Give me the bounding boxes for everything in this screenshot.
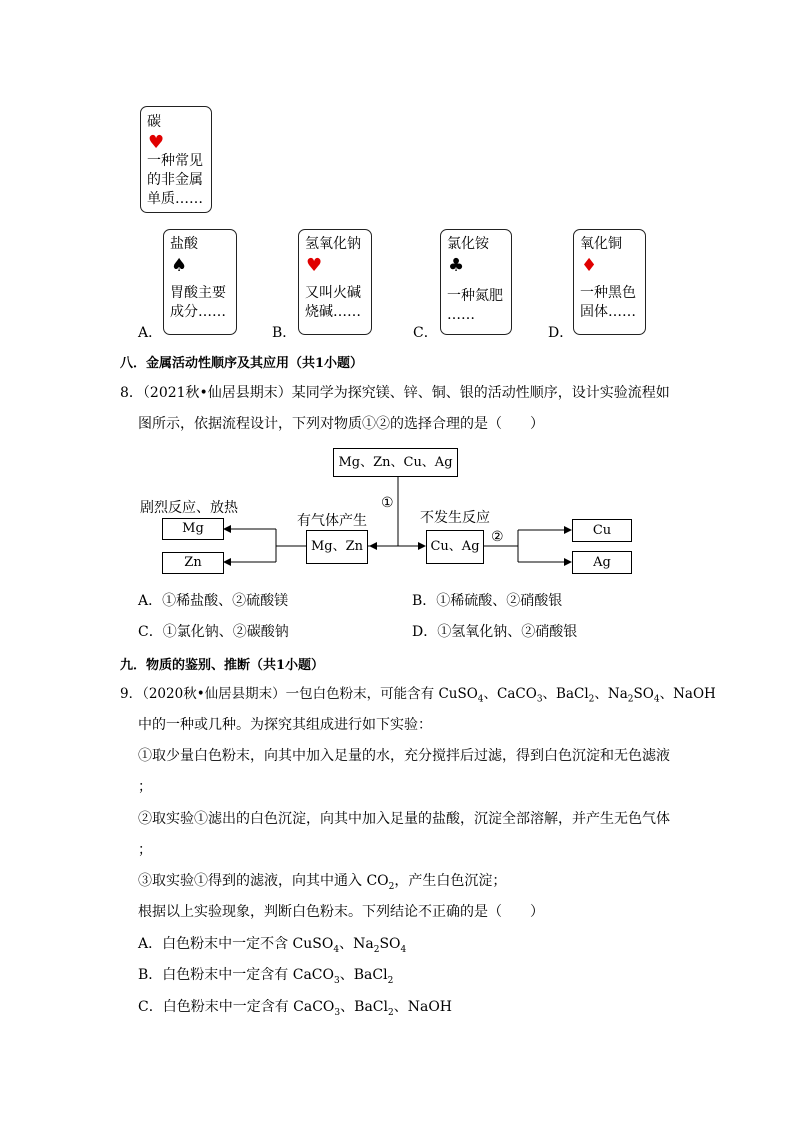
answer-option-a[interactable]: A．白色粉末中一定不含 CuSO$_4$、$Na_2SO_4$ xyxy=(138,936,407,955)
question-text: 8．（2021秋•仙居县期末）某同学为探究镁、锌、铜、银的活动性顺序，设计实验流程如 xyxy=(120,385,670,401)
diamond-icon: ♦ xyxy=(581,255,598,276)
option-label-d: D． xyxy=(548,325,574,341)
cu-ag-box: Cu、Ag xyxy=(426,530,484,564)
card-text: 烧碱…… xyxy=(305,304,361,320)
option-label-c: C． xyxy=(413,325,438,341)
diagram-label: 剧烈反应、放热 xyxy=(140,500,238,516)
option-text: B．白色粉末中一定含有 CaCO xyxy=(138,967,334,983)
mg-zn-box: Mg、Zn xyxy=(306,530,368,564)
card-text: 固体…… xyxy=(580,304,636,320)
answer-option-a[interactable]: A．①稀盐酸、②硫酸镁 xyxy=(138,593,289,609)
card-text: 胃酸主要 xyxy=(170,285,226,301)
step-marker: ② xyxy=(491,529,504,545)
question-text-part: 9．（2020秋•仙居县期末）一包白色粉末，可能含有 CuSO xyxy=(120,686,478,702)
diagram-label: 有气体产生 xyxy=(297,513,367,529)
experiment-step-part: ③取实验①得到的滤液，向其中通入 CO xyxy=(138,873,389,889)
option-label-a: A． xyxy=(138,325,163,341)
question-text: 9．（2020秋•仙居县期末）一包白色粉末，可能含有 CuSO$_4$、CaCO$_3$、BaCl$_2$、$Na_2SO_4$、NaOH xyxy=(120,686,716,705)
club-icon: ♣ xyxy=(448,255,465,276)
experiment-step: ③取实验①得到的滤液，向其中通入 $CO_2$，产生白色沉淀； xyxy=(138,873,507,892)
section-title: 八．金属活动性顺序及其应用（共1小题） xyxy=(120,356,364,371)
heart-icon: ♥ xyxy=(148,132,165,153)
card-title: 氧化铜 xyxy=(580,236,622,252)
card-text: …… xyxy=(447,307,475,323)
option-label-b: B． xyxy=(272,325,297,341)
option-text: A．白色粉末中一定不含 CuSO xyxy=(138,936,334,952)
spade-icon: ♠ xyxy=(171,255,188,276)
experiment-step: ②取实验①滤出的白色沉淀，向其中加入足量的盐酸，沉淀全部溶解，并产生无色气体 xyxy=(138,811,670,827)
ag-box: Ag xyxy=(572,551,632,574)
question-text: 中的一种或几种。为探究其组成进行如下实验： xyxy=(138,717,432,733)
zn-box: Zn xyxy=(162,552,224,574)
mg-box: Mg xyxy=(162,518,224,540)
answer-option-b[interactable]: B．①稀硫酸、②硝酸银 xyxy=(412,593,563,609)
card-title: 氢氧化钠 xyxy=(305,236,361,252)
card-text: 的非金属 xyxy=(147,172,203,188)
card-text: 一种黑色 xyxy=(580,285,636,301)
card-text: 一种常见 xyxy=(147,153,203,169)
card-text: 成分…… xyxy=(170,304,226,320)
section-title: 九．物质的鉴别、推断（共1小题） xyxy=(120,658,325,673)
card-title: 碳 xyxy=(147,114,161,130)
card-title: 氯化铵 xyxy=(447,236,489,252)
heart-icon: ♥ xyxy=(306,255,323,276)
punctuation: ； xyxy=(138,842,152,858)
card-text: 一种氮肥 xyxy=(447,288,503,304)
card-title: 盐酸 xyxy=(170,236,198,252)
answer-option-b[interactable]: B．白色粉末中一定含有 CaCO$_3$、BaCl$_2$ xyxy=(138,967,394,986)
diagram-label: 不发生反应 xyxy=(420,510,490,526)
experiment-step: ①取少量白色粉末，向其中加入足量的水，充分搅拌后过滤，得到白色沉淀和无色滤液 xyxy=(138,748,670,764)
cu-box: Cu xyxy=(572,519,632,542)
question-text: 图所示，依据流程设计，下列对物质①②的选择合理的是（ ） xyxy=(138,416,544,432)
answer-option-c[interactable]: C．白色粉末中一定含有 CaCO$_3$、BaCl$_2$、NaOH xyxy=(138,999,453,1018)
experiment-step-part: ，产生白色沉淀； xyxy=(394,873,507,889)
punctuation: ； xyxy=(138,779,152,795)
card-text: 单质…… xyxy=(147,191,203,207)
option-text: C．白色粉末中一定含有 CaCO xyxy=(138,999,335,1015)
answer-option-c[interactable]: C．①氯化钠、②碳酸钠 xyxy=(138,624,289,640)
question-prompt: 根据以上实验现象，判断白色粉末。下列结论不正确的是（ ） xyxy=(138,904,544,920)
step-marker: ① xyxy=(381,495,394,511)
answer-option-d[interactable]: D．①氢氧化钠、②硝酸银 xyxy=(412,624,578,640)
start-box: Mg、Zn、Cu、Ag xyxy=(333,448,458,477)
card-text: 又叫火碱 xyxy=(305,285,361,301)
